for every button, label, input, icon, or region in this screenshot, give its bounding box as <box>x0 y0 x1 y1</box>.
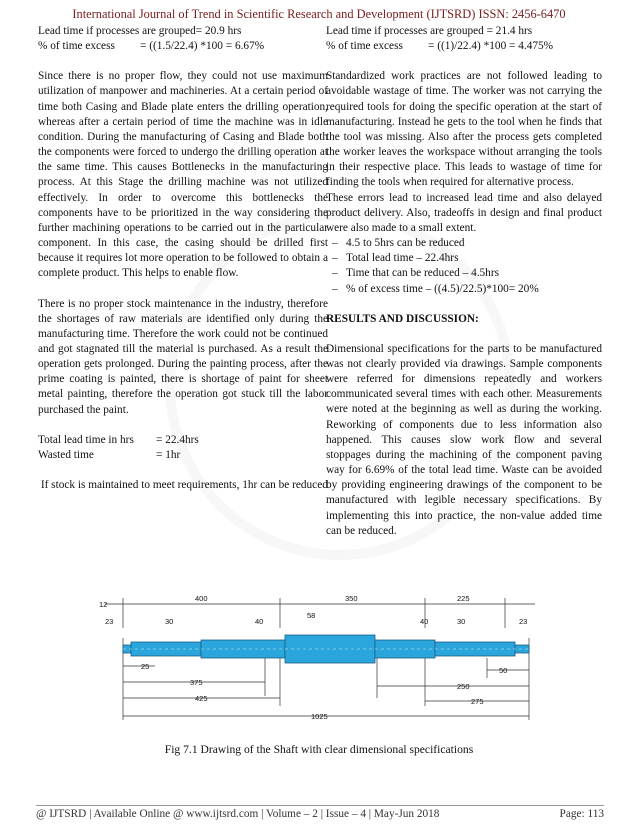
flow-paragraph: Since there is no proper flow, they could not use maximum utilization of manpower and machineries. At a certain period of time both Casing and Blade plate enters the drilling operation, whereas after a certain period of time the machine was in idle condition. During the manufacturing of Casing and Blade both the components were forced to undergo the drilling operation at the same time. This causes Bottlenecks in the manufacturing process. At this Stage the drilling machine was not utilized effectively. In order to overcome this bottlenecks the components have to be prioritized in the way considering the further machining operations to be carried out in the particular component. In this case, the casing should be drilled first because it requires lot more operation to be followed to obtain a complete product. This helps to enable flow. <box>38 70 328 280</box>
dim-label: 375 <box>190 678 203 687</box>
total-lead-row <box>38 433 328 448</box>
wasted-time-row <box>38 448 328 463</box>
dim-label: 425 <box>195 694 208 703</box>
grouped-lead-time: Lead time if processes are grouped= 20.9 hrs <box>38 25 242 37</box>
dim-label: 350 <box>345 594 358 603</box>
stock-paragraph: There is no proper stock maintenance in the industry, therefore the shortages of raw materials are identified only during the manufacturing time. Therefore the work could not be continued and got stagnated till the material is purchased. As a result the operation gets prolonged. During the painting process, after the prime coating is painted, there is shortage of paint for sheet metal painting, therefore the operation got stuck till the labor purchased the paint. <box>38 297 328 416</box>
list-item: – % of excess time – ((4.5)/22.5)*100= 20% <box>326 282 602 297</box>
standard-work-paragraph: Standardized work practices are not followed leading to avoidable wastage of time. The worker was not carrying the required tools for doing the specific operation at the start of manufacturing. Instead he gets to the tool when he finds that the tool was missing. Also after the process gets completed the worker leaves the workspace without arranging the tools in their respective place. This leads to wastage of time for finding the tools when required for alternative process. <box>326 70 602 189</box>
dim-label: 275 <box>471 697 484 706</box>
dim-label: 23 <box>105 617 114 626</box>
time-excess-row-right <box>326 39 602 54</box>
list-item: – Time that can be reduced – 4.5hrs <box>326 266 602 281</box>
dim-label: 23 <box>519 617 528 626</box>
figure-caption: Fig 7.1 Drawing of the Shaft with clear dimensional specifications <box>164 743 474 756</box>
errors-paragraph: These errors lead to increased lead time and also delayed product delivery. Also, tradeoffs in design and final product were also made to a small extent. <box>326 191 602 234</box>
dim-label: 400 <box>195 594 208 603</box>
time-excess-label-right: % of time excess <box>326 40 403 53</box>
dim-label: 225 <box>457 594 470 603</box>
time-excess-value: = ((1.5/22.4) *100 = 6.67% <box>140 40 265 53</box>
grouped-lead-time-right: Lead time if processes are grouped = 21.4 hrs <box>326 25 533 37</box>
footer-text: @ IJTSRD | Available Online @ www.ijtsrd.com | Volume – 2 | Issue – 4 | May-Jun 2018 <box>36 808 440 820</box>
list-item: – 4.5 to 5hrs can be reduced <box>326 236 602 251</box>
dim-label: 12 <box>99 600 108 609</box>
time-excess-row <box>38 39 328 54</box>
dim-label: 30 <box>457 617 466 626</box>
dim-label: 40 <box>420 617 429 626</box>
page-number: Page: 113 <box>559 808 604 820</box>
wasted-time-label: Wasted time <box>38 448 94 461</box>
dim-label: 25 <box>141 662 150 671</box>
left-column <box>38 24 328 493</box>
shaft-drawing <box>95 588 545 736</box>
dim-label: 58 <box>307 611 316 620</box>
wasted-time-value: = 1hr <box>156 448 181 461</box>
time-excess-value-right: = ((1)/22.4) *100 = 4.475% <box>428 40 554 53</box>
results-paragraph: Dimensional specifications for the parts to be manufactured was not clearly provided via drawings. Sample components were referred for dimensions repeatedly and workers communicated several times with each other. Measurements were noted at the beginning as well as during the working. Reworking of components due to less information also happened. This causes slow work flow and several stoppages during the machining of the component paving way for 6.69% of the total lead time. Waste can be avoided by providing engineering drawings of the component to be manufactured with legible necessary specifications. By implementing this into practice, the non-value added time can be reduced. <box>326 342 602 537</box>
time-excess-label: % of time excess <box>38 40 115 53</box>
list-item: – Total lead time – 22.4hrs <box>326 251 602 266</box>
journal-header: International Journal of Trend in Scientific Research and Development (IJTSRD) ISSN: 2456-6470 <box>72 7 566 21</box>
dim-label: 50 <box>499 666 508 675</box>
dim-label: 40 <box>255 617 264 626</box>
right-column <box>326 24 602 539</box>
page-footer <box>36 805 604 820</box>
total-lead-label: Total lead time in hrs <box>38 433 134 446</box>
stock-reduction-note: If stock is maintained to meet requirements, 1hr can be reduced <box>38 479 328 492</box>
dim-label: 1025 <box>311 712 328 721</box>
dim-label: 250 <box>457 682 470 691</box>
section-heading: RESULTS AND DISCUSSION: <box>326 312 479 325</box>
total-lead-value: = 22.4hrs <box>156 433 199 446</box>
dim-label: 30 <box>165 617 174 626</box>
reduction-list <box>326 236 602 297</box>
